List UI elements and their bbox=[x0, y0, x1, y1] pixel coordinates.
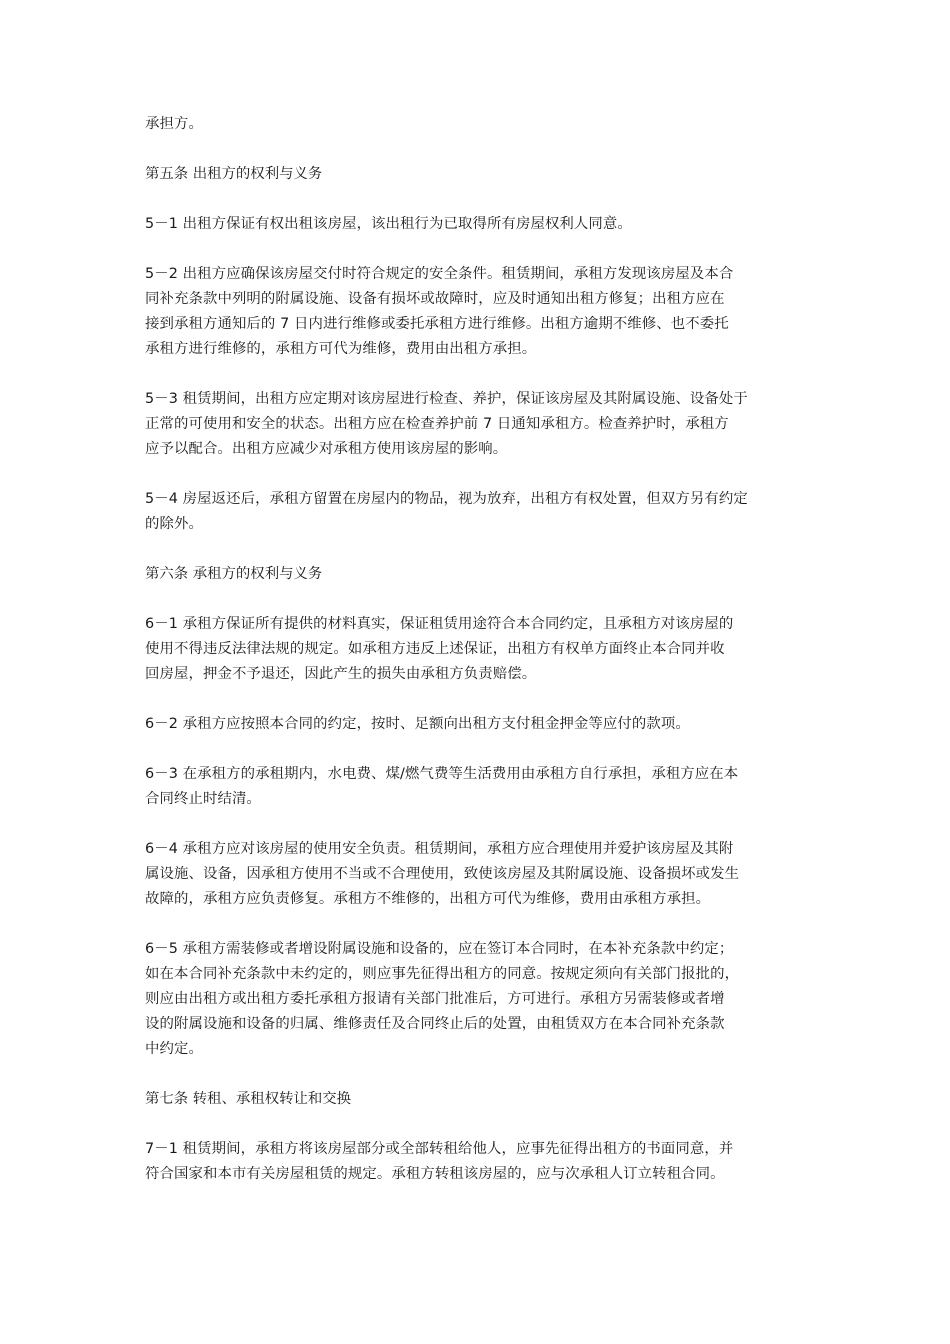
clause-paragraph bbox=[145, 612, 810, 687]
text-line: 6－1 承租方保证所有提供的材料真实，保证租赁用途符合本合同约定，且承租方对该房屋的 bbox=[145, 616, 734, 632]
text-line: 中约定。 bbox=[145, 1041, 203, 1057]
text-line: 第六条 承租方的权利与义务 bbox=[145, 566, 323, 582]
clause-paragraph bbox=[145, 387, 810, 462]
text-line: 符合国家和本市有关房屋租赁的规定。承租方转租该房屋的，应与次承租人订立转租合同。 bbox=[145, 1166, 725, 1182]
text-line: 5－2 出租方应确保该房屋交付时符合规定的安全条件。租赁期间，承租方发现该房屋及本合 bbox=[145, 266, 734, 282]
text-line: 则应由出租方或出租方委托承租方报请有关部门批准后，方可进行。承租方另需装修或者增 bbox=[145, 991, 725, 1007]
clause-paragraph bbox=[145, 937, 810, 1062]
text-line: 的除外。 bbox=[145, 516, 203, 532]
text-line: 6－5 承租方需装修或者增设附属设施和设备的，应在签订本合同时，在本补充条款中约定； bbox=[145, 941, 734, 957]
text-line: 回房屋，押金不予退还，因此产生的损失由承租方负责赔偿。 bbox=[145, 666, 537, 682]
clause-paragraph bbox=[145, 262, 810, 362]
text-line: 5－1 出租方保证有权出租该房屋，该出租行为已取得所有房屋权利人同意。 bbox=[145, 216, 632, 232]
section-heading bbox=[145, 562, 810, 587]
text-line: 5－4 房屋返还后，承租方留置在房屋内的物品，视为放弃，出租方有权处置，但双方另有约定 bbox=[145, 491, 748, 507]
document-page bbox=[145, 112, 810, 1212]
text-line: 合同终止时结清。 bbox=[145, 791, 261, 807]
text-line: 6－4 承租方应对该房屋的使用安全负责。租赁期间，承租方应合理使用并爱护该房屋及其附 bbox=[145, 841, 734, 857]
text-line: 应予以配合。出租方应减少对承租方使用该房屋的影响。 bbox=[145, 441, 508, 457]
text-line: 承担方。 bbox=[145, 116, 203, 132]
clause-paragraph bbox=[145, 712, 810, 737]
text-line: 5－3 租赁期间，出租方应定期对该房屋进行检查、养护，保证该房屋及其附属设施、设备处于 bbox=[145, 391, 748, 407]
text-line: 6－3 在承租方的承租期内，水电费、煤/燃气费等生活费用由承租方自行承担，承租方应在本 bbox=[145, 766, 739, 782]
clause-paragraph bbox=[145, 762, 810, 812]
clause-paragraph bbox=[145, 212, 810, 237]
text-line: 正常的可使用和安全的状态。出租方应在检查养护前 7 日通知承租方。检查养护时，承租方 bbox=[145, 416, 729, 432]
section-heading bbox=[145, 162, 810, 187]
text-line: 6－2 承租方应按照本合同的约定，按时、足额向出租方支付租金押金等应付的款项。 bbox=[145, 716, 690, 732]
text-line: 承租方进行维修的，承租方可代为维修，费用由出租方承担。 bbox=[145, 341, 537, 357]
clause-paragraph bbox=[145, 1137, 810, 1187]
text-line: 属设施、设备，因承租方使用不当或不合理使用，致使该房屋及其附属设施、设备损坏或发生 bbox=[145, 866, 740, 882]
clause-paragraph bbox=[145, 487, 810, 537]
text-line: 使用不得违反法律法规的规定。如承租方违反上述保证，出租方有权单方面终止本合同并收 bbox=[145, 641, 725, 657]
section-heading bbox=[145, 1087, 810, 1112]
text-line: 接到承租方通知后的 7 日内进行维修或委托承租方进行维修。出租方逾期不维修、也不委托 bbox=[145, 316, 729, 332]
text-line: 如在本合同补充条款中未约定的，则应事先征得出租方的同意。按规定须向有关部门报批的， bbox=[145, 966, 740, 982]
clause-paragraph bbox=[145, 837, 810, 912]
text-line: 同补充条款中列明的附属设施、设备有损坏或故障时，应及时通知出租方修复；出租方应在 bbox=[145, 291, 725, 307]
text-line: 第七条 转租、承租权转让和交换 bbox=[145, 1091, 352, 1107]
text-line: 第五条 出租方的权利与义务 bbox=[145, 166, 323, 182]
clause-paragraph bbox=[145, 112, 810, 137]
text-line: 故障的，承租方应负责修复。承租方不维修的，出租方可代为维修，费用由承租方承担。 bbox=[145, 891, 711, 907]
text-line: 设的附属设施和设备的归属、维修责任及合同终止后的处置，由租赁双方在本合同补充条款 bbox=[145, 1016, 725, 1032]
text-line: 7－1 租赁期间，承租方将该房屋部分或全部转租给他人，应事先征得出租方的书面同意，并 bbox=[145, 1141, 734, 1157]
